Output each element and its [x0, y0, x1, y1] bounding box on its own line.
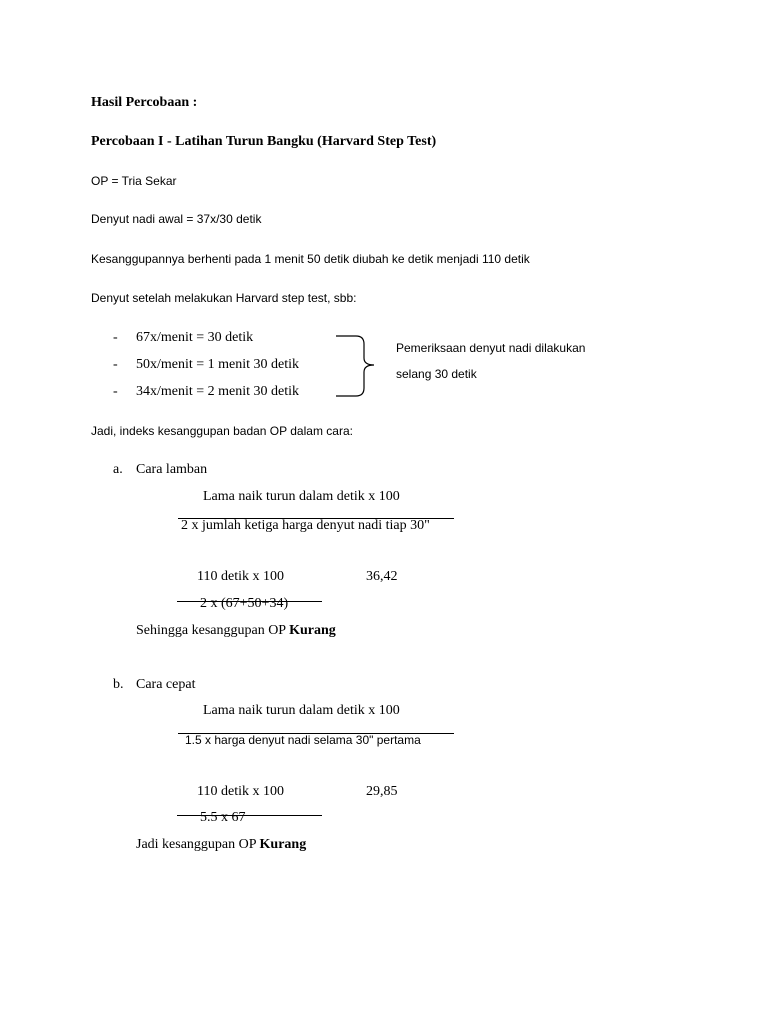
- conclusion-b-text: Jadi kesanggupan OP: [136, 837, 260, 852]
- op-line: OP = Tria Sekar: [91, 174, 177, 188]
- endurance-line: Kesanggupannya berhenti pada 1 menit 50 detik diubah ke detik menjadi 110 detik: [91, 252, 530, 266]
- conclusion-a-value: Kurang: [289, 623, 336, 638]
- conclusion-b-value: Kurang: [259, 837, 307, 852]
- calc-b-result: 29,85: [366, 784, 398, 799]
- list-bullet: -: [113, 357, 118, 372]
- calc-a-numerator: 110 detik x 100: [197, 569, 284, 584]
- formula-b-denominator: 1.5 x harga denyut nadi selama 30" pertama: [185, 733, 421, 747]
- index-intro: Jadi, indeks kesanggupan badan OP dalam cara:: [91, 424, 353, 438]
- list-bullet: -: [113, 330, 118, 345]
- method-a-marker: a.: [113, 462, 123, 477]
- method-a-title: Cara lamban: [136, 462, 208, 477]
- conclusion-a-text: Sehingga kesanggupan OP: [136, 623, 290, 638]
- calc-a-denominator: 2 x (67+50+34): [200, 596, 289, 611]
- formula-a-denominator: 2 x jumlah ketiga harga denyut nadi tiap 30": [181, 518, 430, 533]
- conclusion-b: [136, 837, 306, 853]
- list-item: 34x/menit = 2 menit 30 detik: [136, 384, 300, 399]
- calc-b-numerator: 110 detik x 100: [197, 784, 284, 799]
- list-item: 67x/menit = 30 detik: [136, 330, 254, 345]
- formula-a-numerator: Lama naik turun dalam detik x 100: [203, 489, 400, 504]
- pulse-start-line: Denyut nadi awal = 37x/30 detik: [91, 212, 262, 226]
- method-b-marker: b.: [113, 677, 124, 692]
- brace-note-line2: selang 30 detik: [396, 367, 477, 381]
- subheading: Percobaan I - Latihan Turun Bangku (Harvard Step Test): [91, 134, 437, 149]
- after-test-line: Denyut setelah melakukan Harvard step test, sbb:: [91, 291, 357, 305]
- brace-note-line1: Pemeriksaan denyut nadi dilakukan: [396, 341, 586, 355]
- method-b-title: Cara cepat: [136, 677, 196, 692]
- heading: Hasil Percobaan :: [91, 95, 198, 110]
- calc-b-fraction-line: [177, 815, 322, 816]
- list-item: 50x/menit = 1 menit 30 detik: [136, 357, 300, 372]
- calc-a-result: 36,42: [366, 569, 398, 584]
- formula-b-numerator: Lama naik turun dalam detik x 100: [203, 703, 400, 718]
- curly-brace: [334, 334, 390, 398]
- calc-b-denominator: 5.5 x 67: [200, 810, 246, 825]
- conclusion-a: [136, 623, 336, 639]
- list-bullet: -: [113, 384, 118, 399]
